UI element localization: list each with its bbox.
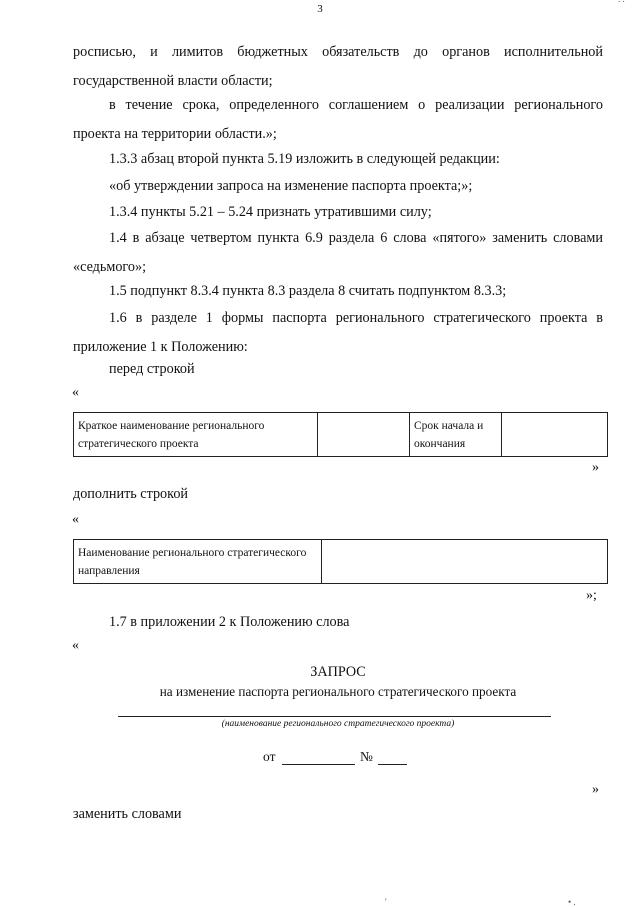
scan-mark: • . (568, 897, 576, 907)
paragraph-1-3-4: 1.3.4 пункты 5.21 – 5.24 признать утратившими силу; (109, 204, 432, 220)
cell-direction-name: Наименование регионального стратегического направления (74, 540, 322, 584)
open-quote-1: « (72, 385, 79, 400)
corner-mark (618, 0, 625, 4)
project-name-line (118, 716, 551, 717)
number-line (378, 764, 407, 765)
cell-short-name-value (318, 413, 410, 457)
table-direction-row (73, 539, 608, 584)
paragraph-term: в течение срока, определенного соглашением о реализации регионального проекта на территории области.»; (73, 97, 603, 142)
request-subtitle: на изменение паспорта регионального стратегического проекта (159, 684, 517, 699)
request-title: ЗАПРОС (310, 664, 366, 680)
paragraph-budget-limits: росписью, и лимитов бюджетных обязательств до органов исполнительной государственной власти области; (73, 44, 603, 89)
paragraph-1-6: 1.6 в разделе 1 формы паспорта регионального стратегического проекта в приложение 1 к Положению: (73, 310, 603, 355)
project-name-caption: (наименование регионального стратегического проекта) (221, 719, 455, 729)
paragraph-1-7: 1.7 в приложении 2 к Положению слова (109, 614, 350, 630)
page-number: 3 (317, 3, 323, 15)
date-line (282, 764, 355, 765)
paragraph-quote-approval: «об утверждении запроса на изменение паспорта проекта;»; (109, 178, 473, 194)
paragraph-1-3-3: 1.3.3 абзац второй пункта 5.19 изложить в следующей редакции: (109, 151, 500, 167)
paragraph-1-4: 1.4 в абзаце четвертом пункта 6.9 раздела 6 слова «пятого» заменить словами «седьмого»; (73, 230, 603, 275)
close-quote-3: » (592, 782, 599, 797)
table-project-row (73, 412, 608, 457)
open-quote-2: « (72, 512, 79, 527)
number-label: № (360, 749, 373, 764)
cell-term-value (502, 413, 608, 457)
open-quote-3: « (72, 638, 79, 653)
paragraph-add-row: дополнить строкой (73, 486, 189, 502)
paragraph-replace-words: заменить словами (73, 806, 182, 822)
from-label: от (263, 749, 276, 764)
paragraph-before-row: перед строкой (109, 361, 195, 377)
cell-short-name: Краткое наименование регионального стратегического проекта (74, 413, 318, 457)
cell-direction-value (322, 540, 608, 584)
scan-mark: ' (385, 897, 387, 907)
paragraph-1-5: 1.5 подпункт 8.3.4 пункта 8.3 раздела 8 считать подпунктом 8.3.3; (109, 283, 507, 299)
cell-term: Срок начала и окончания (410, 413, 502, 457)
close-quote-2: »; (586, 588, 597, 603)
close-quote-1: » (592, 460, 599, 475)
